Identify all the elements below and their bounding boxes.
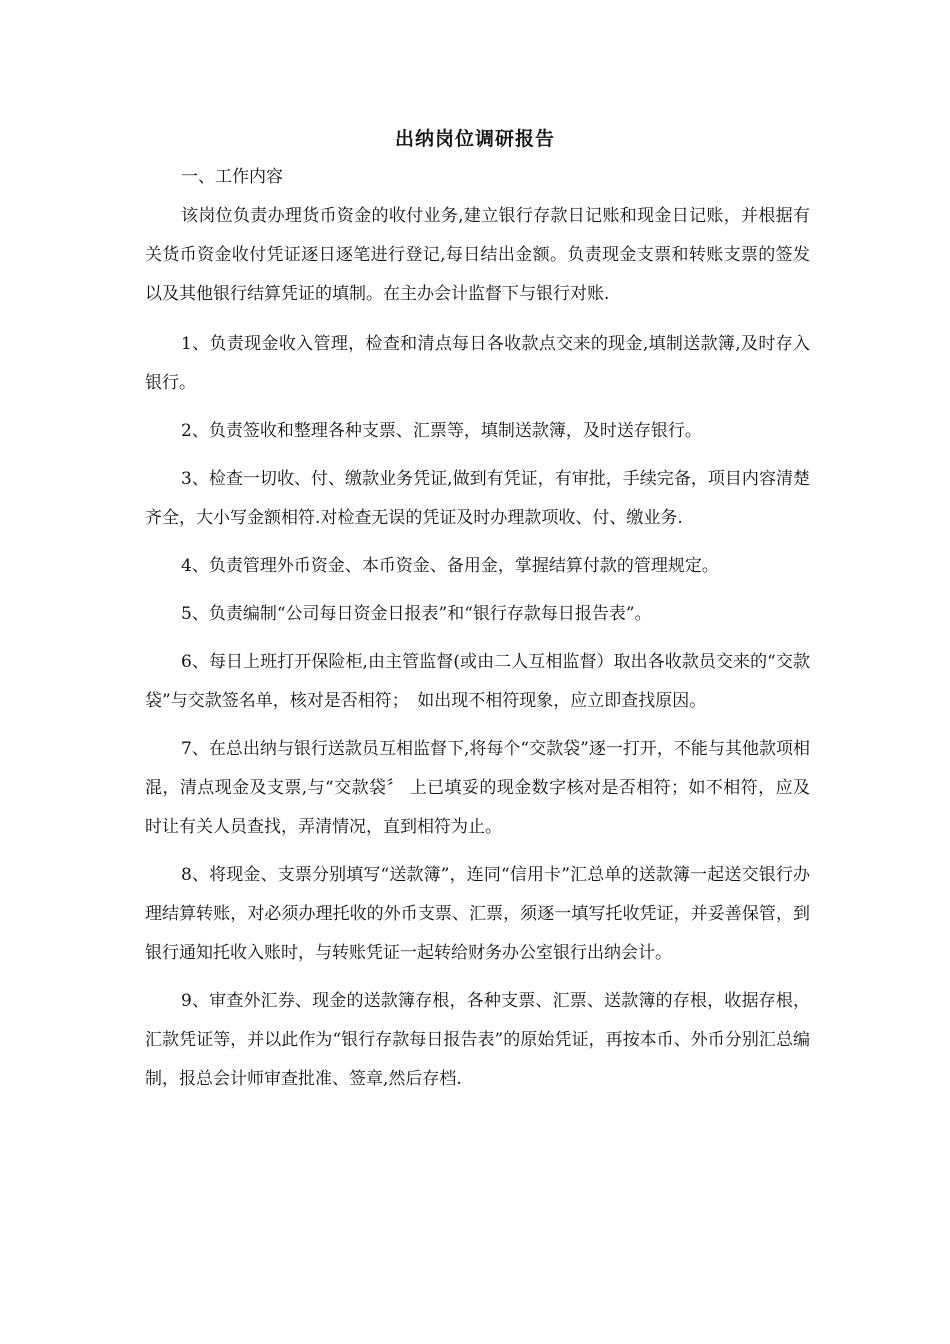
list-item: 6、每日上班打开保险柜,由主管监督(或由二人互相监督）取出各收款员交来的“交款袋”与交款签名单，核对是否相符； 如出现不相符现象，应立即查找原因。 xyxy=(145,652,810,711)
list-item: 5、负责编制“公司每日资金日报表”和“银行存款每日报告表”。 xyxy=(181,604,652,624)
section-heading: 一、工作内容 xyxy=(181,167,283,187)
document-title: 出纳岗位调研报告 xyxy=(394,128,555,150)
list-item: 7、在总出纳与银行送款员互相监督下,将每个“交款袋”逐一打开，不能与其他款项相混，清点现金及支票,与“交款袋〞 上已填妥的现金数字核对是否相符；如不相符，应及时让有关人员查找，弄清情况，直到相符为止。 xyxy=(145,739,810,837)
list-item: 1、负责现金收入管理，检查和清点每日各收款点交来的现金,填制送款簿,及时存入银行。 xyxy=(145,334,810,393)
list-item: 3、检查一切收、付、缴款业务凭证,做到有凭证，有审批，手续完备，项目内容清楚齐全，大小写金额相符.对检查无误的凭证及时办理款项收、付、缴业务. xyxy=(145,469,810,528)
list-item: 4、负责管理外币资金、本币资金、备用金，掌握结算付款的管理规定。 xyxy=(181,556,719,576)
intro-paragraph: 该岗位负责办理货币资金的收付业务,建立银行存款日记账和现金日记账，并根据有关货币资金收付凭证逐日逐笔进行登记,每日结出金额。负责现金支票和转账支票的签发以及其他银行结算凭证的填制。在主办会计监督下与银行对账. xyxy=(145,206,810,304)
list-item: 9、审查外汇券、现金的送款簿存根，各种支票、汇票、送款簿的存根，收据存根，汇款凭证等，并以此作为“银行存款每日报告表”的原始凭证，再按本币、外币分别汇总编制，报总会计师审查批准、签章,然后存档. xyxy=(145,991,810,1089)
list-item: 2、负责签收和整理各种支票、汇票等，填制送款簿，及时送存银行。 xyxy=(181,421,702,441)
document-body xyxy=(145,158,810,1108)
list-item: 8、将现金、支票分别填写“送款簿”，连同“信用卡”汇总单的送款簿一起送交银行办理结算转账，对必须办理托收的外币支票、汇票，须逐一填写托收凭证，并妥善保管，到银行通知托收入账时，与转账凭证一起转给财务办公室银行出纳会计。 xyxy=(145,865,810,963)
